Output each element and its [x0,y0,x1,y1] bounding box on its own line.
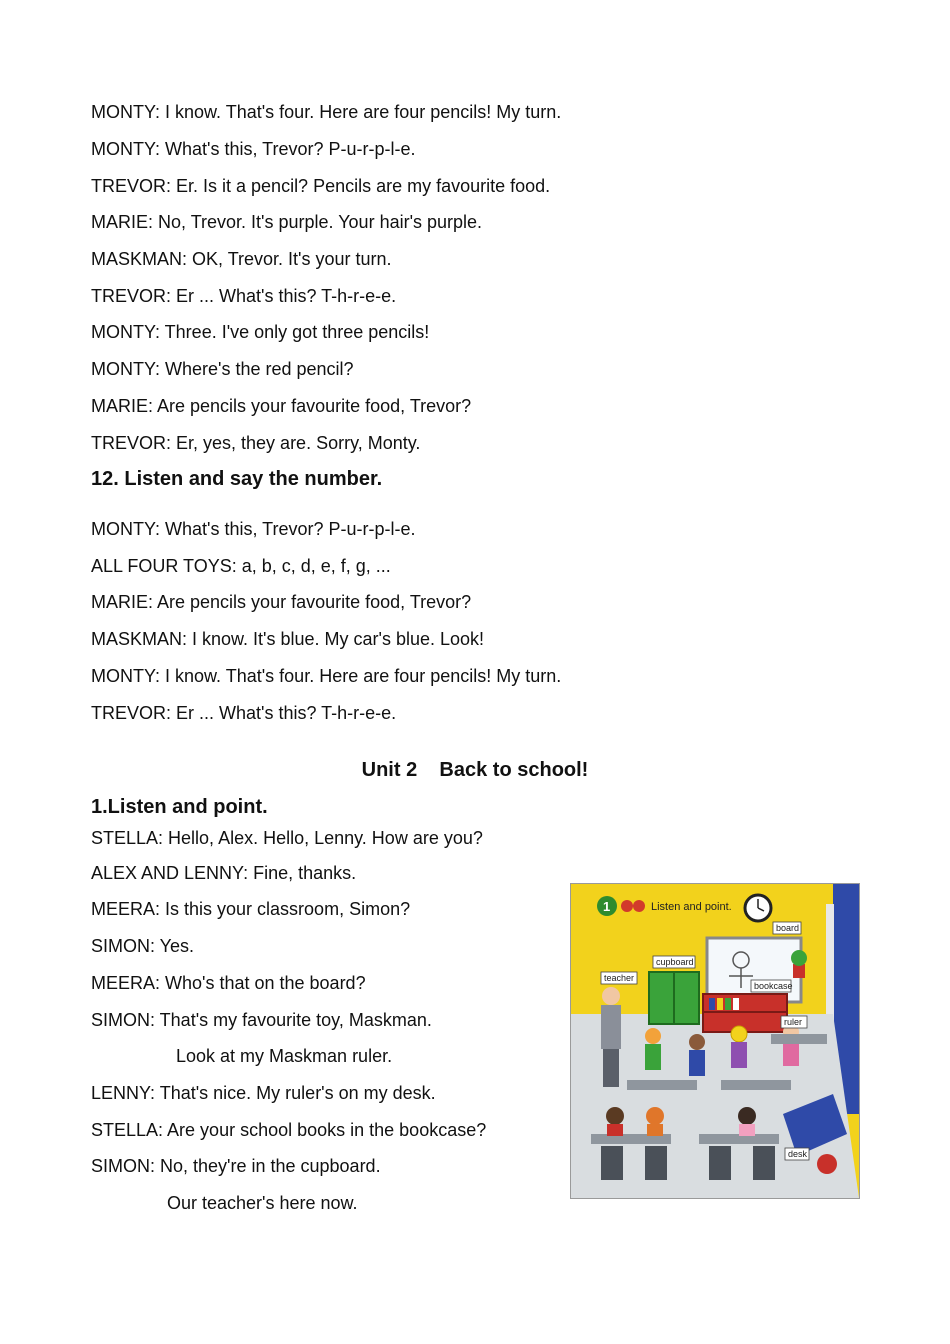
desk [771,1034,827,1044]
dialogue-line: LENNY: That's nice. My ruler's on my desk. [91,1083,436,1103]
dialogue-line: MONTY: What's this, Trevor? P-u-r-p-l-e. [91,139,416,159]
listen-icon [621,900,633,912]
dialogue-line: TREVOR: Er ... What's this? T-h-r-e-e. [91,703,397,723]
section-heading-12: 12. Listen and say the number. [91,468,383,490]
dialogue-line: MASKMAN: I know. It's blue. My car's blue. Look! [91,629,485,649]
pupil-figure [606,1107,624,1125]
dialogue-line: ALL FOUR TOYS: a, b, c, d, e, f, g, ... [91,556,391,576]
number-badge-text: 1 [603,899,611,914]
teacher-chair [817,1154,837,1174]
desk [721,1080,791,1090]
chair [601,1146,623,1180]
dialogue-line: TREVOR: Er, yes, they are. Sorry, Monty. [91,433,421,453]
dialogue-line: MARIE: Are pencils your favourite food, Trevor? [91,396,472,416]
picture-caption: Listen and point. [651,901,732,913]
dialogue-line: MONTY: Where's the red pencil? [91,359,354,379]
dialogue-line: TREVOR: Er ... What's this? T-h-r-e-e. [91,286,397,306]
label-bookcase: bookcase [754,981,793,991]
dialogue-line: MEERA: Is this your classroom, Simon? [91,899,411,919]
label-board: board [776,923,800,933]
dialogue-line: Look at my Maskman ruler. [176,1046,393,1066]
section-heading-1: 1.Listen and point. [91,796,268,818]
dialogue-line: MONTY: I know. That's four. Here are four pencils! My turn. [91,102,562,122]
dialogue-line: MARIE: Are pencils your favourite food, Trevor? [91,592,472,612]
pupil-figure [731,1026,747,1042]
dialogue-line: MARIE: No, Trevor. It's purple. Your hair's purple. [91,212,483,232]
dialogue-line: TREVOR: Er. Is it a pencil? Pencils are my favourite food. [91,176,551,196]
unit-title: Unit 2 Back to school! [361,759,589,781]
label-ruler: ruler [784,1017,803,1027]
point-icon [633,900,645,912]
chair [753,1146,775,1180]
dialogue-line: STELLA: Are your school books in the bookcase? [91,1120,487,1140]
dialogue-line: SIMON: Yes. [91,936,195,956]
label-desk: desk [788,1149,808,1159]
label-teacher: teacher [604,973,635,983]
classroom-illustration [570,883,860,1199]
dialogue-line: MASKMAN: OK, Trevor. It's your turn. [91,249,392,269]
dialogue-line: SIMON: That's my favourite toy, Maskman. [91,1010,432,1030]
dialogue-line: MONTY: Three. I've only got three pencils! [91,322,430,342]
dialogue-line: SIMON: No, they're in the cupboard. [91,1156,381,1176]
pupil-figure [689,1034,705,1050]
label-cupboard: cupboard [656,957,694,967]
whiteboard [707,938,801,1002]
dialogue-line: Our teacher's here now. [167,1193,358,1213]
dialogue-line: ALEX AND LENNY: Fine, thanks. [91,863,357,883]
dialogue-line: STELLA: Hello, Alex. Hello, Lenny. How are you? [91,828,483,848]
teacher-figure [602,987,620,1005]
desk [627,1080,697,1090]
chair [709,1146,731,1180]
pupil-figure [738,1107,756,1125]
pupil-figure [645,1028,661,1044]
dialogue-line: MEERA: Who's that on the board? [91,973,366,993]
dialogue-line: MONTY: What's this, Trevor? P-u-r-p-l-e. [91,519,416,539]
dialogue-line: MONTY: I know. That's four. Here are four pencils! My turn. [91,666,562,686]
pupil-figure [646,1107,664,1125]
chair [645,1146,667,1180]
plant-icon [791,950,807,966]
